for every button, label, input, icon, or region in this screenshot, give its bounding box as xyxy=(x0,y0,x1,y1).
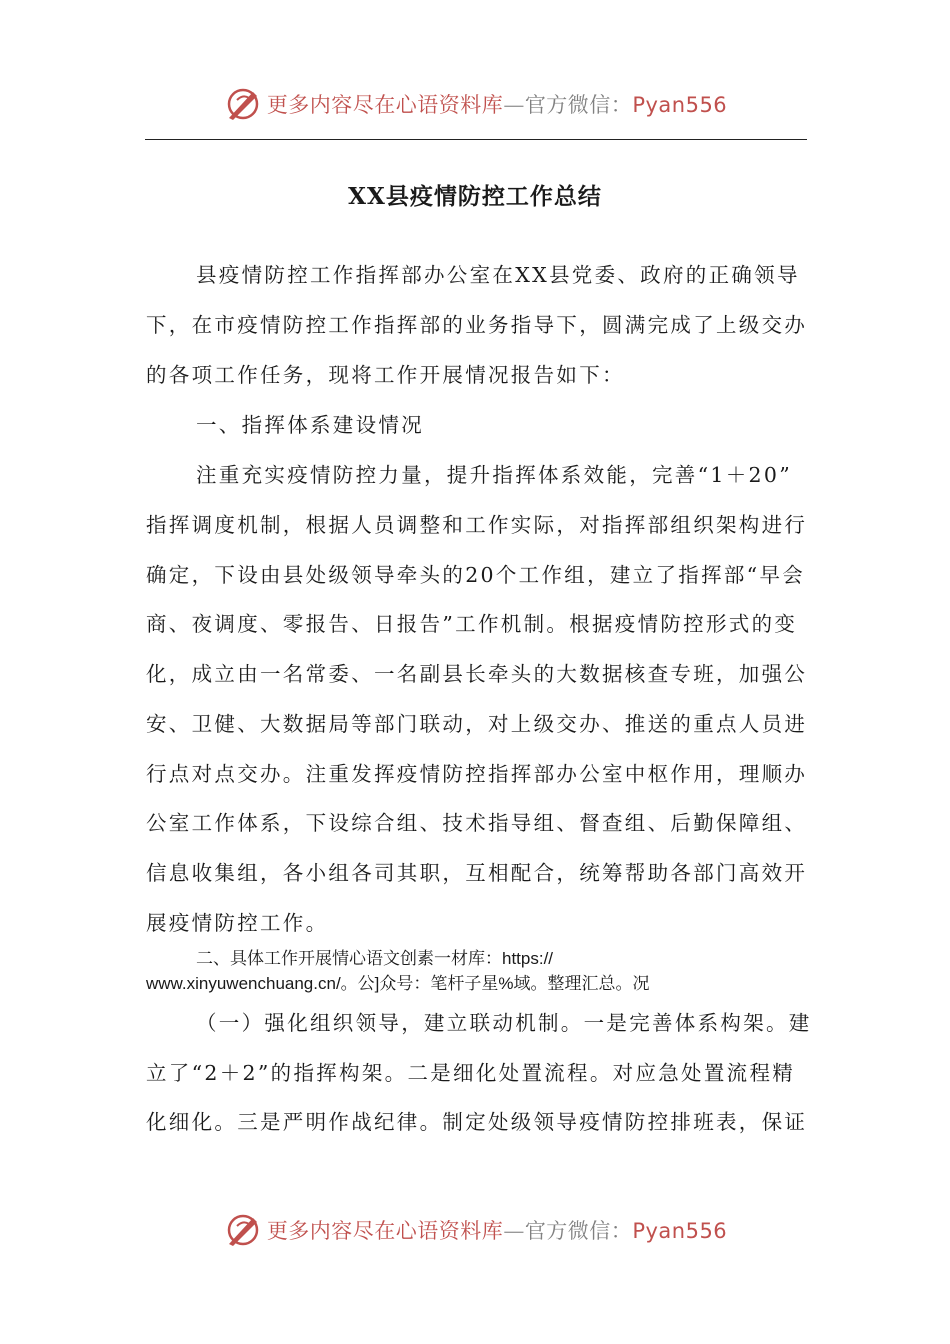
header-divider xyxy=(145,139,807,140)
banner-main-text: 更多内容尽在心语资料库 xyxy=(266,1219,504,1243)
footer-banner-text xyxy=(267,1215,727,1245)
paragraph-line: （一）强化组织领导，建立联动机制。一是完善体系构架。建 xyxy=(196,1011,812,1035)
section-heading-watermark: 二、具体工作开展情心语文创素一材库：https:// xyxy=(196,949,554,968)
paragraph-line: 的各项工作任务，现将工作开展情况报告如下： xyxy=(146,363,625,387)
paragraph-line: 公室工作体系，下设综合组、技术指导组、督查组、后勤保障组、 xyxy=(146,811,808,835)
paragraph-line: 注重充实疫情防控力量，提升指挥体系效能，完善“1＋20” xyxy=(196,463,792,487)
paragraph-line: 确定，下设由县处级领导牵头的20个工作组，建立了指挥部“早会 xyxy=(146,563,806,587)
footer-banner xyxy=(0,1208,950,1252)
banner-dash: — xyxy=(503,1219,525,1243)
banner-main-text: 更多内容尽在心语资料库 xyxy=(266,93,504,117)
document-title: XX县疫情防控工作总结 xyxy=(348,183,602,210)
section-heading: 一、指挥体系建设情况 xyxy=(196,413,424,437)
banner-dash: — xyxy=(503,93,525,117)
banner-wechat-label: 官方微信： xyxy=(524,93,633,117)
paragraph-line: 行点对点交办。注重发挥疫情防控指挥部办公室中枢作用，理顺办 xyxy=(146,762,808,786)
header-banner xyxy=(0,82,950,126)
pen-logo-icon xyxy=(223,1210,263,1250)
pen-logo-icon xyxy=(223,84,263,124)
paragraph-line: 化细化。三是严明作战纪律。制定处级领导疫情防控排班表，保证 xyxy=(146,1110,808,1134)
banner-wechat-id: Pyan556 xyxy=(632,1219,728,1243)
header-banner-text xyxy=(267,89,727,119)
paragraph-line: 安、卫健、大数据局等部门联动，对上级交办、推送的重点人员进 xyxy=(146,712,808,736)
paragraph-line: 县疫情防控工作指挥部办公室在XX县党委、政府的正确领导 xyxy=(196,263,800,287)
section-heading-watermark: www.xinyuwenchuang.cn/。公]众号：笔杆子星%域。整理汇总。况 xyxy=(146,974,650,993)
paragraph-line: 立了“2＋2”的指挥构架。二是细化处置流程。对应急处置流程精 xyxy=(146,1061,796,1085)
banner-wechat-id: Pyan556 xyxy=(632,93,728,117)
paragraph-line: 化，成立由一名常委、一名副县长牵头的大数据核查专班，加强公 xyxy=(146,662,808,686)
paragraph-line: 展疫情防控工作。 xyxy=(146,911,329,935)
paragraph-line: 信息收集组，各小组各司其职，互相配合，统筹帮助各部门高效开 xyxy=(146,861,808,885)
paragraph-line: 下，在市疫情防控工作指挥部的业务指导下，圆满完成了上级交办 xyxy=(146,313,808,337)
banner-wechat-label: 官方微信： xyxy=(524,1219,633,1243)
paragraph-line: 指挥调度机制，根据人员调整和工作实际，对指挥部组织架构进行 xyxy=(146,513,808,537)
paragraph-line: 商、夜调度、零报告、日报告”工作机制。根据疫情防控形式的变 xyxy=(146,612,798,636)
